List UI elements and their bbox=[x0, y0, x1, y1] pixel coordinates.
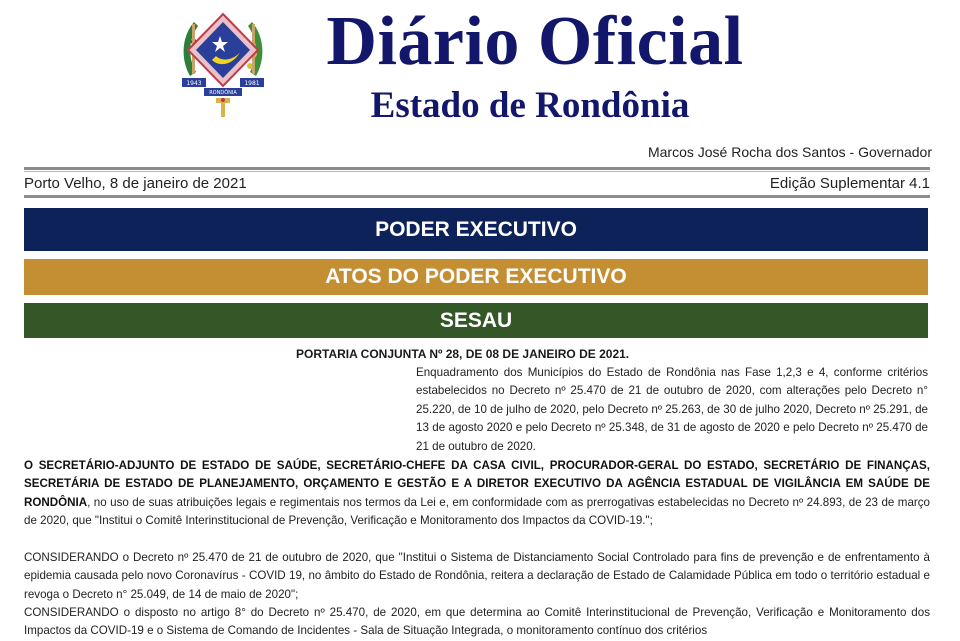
section-banner-sesau: SESAU bbox=[24, 303, 928, 338]
svg-text:1981: 1981 bbox=[244, 80, 260, 87]
considerando-paragraph-2: CONSIDERANDO o disposto no artigo 8° do Decreto nº 25.470, de 2020, em que determina ao Comitê Interinstitucional de Prevenção, Verificação e Monitoramento dos Impactos da COVID-19 e o Sistema de Comando de Incidentes - Sala de Situação Integrada, o monitoramento contínuo dos critérios bbox=[24, 606, 930, 638]
section-banner-poder-executivo: PODER EXECUTIVO bbox=[24, 208, 928, 251]
publication-subtitle: Estado de Rondônia bbox=[370, 85, 690, 126]
header-divider-top bbox=[24, 167, 930, 170]
publication-title: Diário Oficial bbox=[326, 3, 744, 80]
masthead bbox=[0, 0, 960, 160]
state-coat-of-arms-icon bbox=[176, 6, 270, 118]
dateline bbox=[24, 175, 930, 192]
portaria-ementa: Enquadramento dos Municípios do Estado de Rondônia nas Fase 1,2,3 e 4, conforme critérios estabelecidos no Decreto nº 25.470 de 21 de outubro de 2020, com alterações pelo Decreto n° 25.220, de 10 de julho de 2020, pelo Decreto nº 25.263, de 30 de julho 2020, Decreto nº 25.291, de 13 de agosto 2020 e pelo Decreto nº 25.348, de 31 de agosto de 2020 e pelo Decreto nº 25.470 de 21 de outubro de 2020. bbox=[416, 366, 928, 453]
header-divider-top-thin bbox=[24, 171, 930, 172]
portaria-title: PORTARIA CONJUNTA Nº 28, DE 08 DE JANEIRO DE 2021. bbox=[296, 347, 630, 361]
preamble-text: , no uso de suas atribuições legais e regimentais nos termos da Lei e, em conformidade com as prerrogativas estabelecidas no Decreto nº 24.893, de 23 de março de 2020, que "Institui o Comitê Interinstitucional de Prevenção, Verificação e Monitoramento dos Impactos da COVID-19."; bbox=[24, 495, 930, 528]
preamble-authorities: O SECRETÁRIO-ADJUNTO DE ESTADO DE SAÚDE, SECRETÁRIO-CHEFE DA CASA CIVIL, PROCURADOR-GERAL DO ESTADO, SECRETÁRIO DE FINANÇAS, SECRETÁRIA DE ESTADO DE PLANEJAMENTO, ORÇAMENTO E GESTÃO E A DIRETOR EXECUTIVO DA AGÊNCIA ESTADUAL DE VIGILÂNCIA EM SAÚDE DE RONDÔNIA bbox=[24, 459, 930, 509]
header-divider-bottom bbox=[24, 195, 930, 198]
preamble-paragraph bbox=[24, 457, 930, 531]
edition-label: Edição Suplementar 4.1 bbox=[769, 175, 930, 192]
considerando-paragraph-1: CONSIDERANDO o Decreto nº 25.470 de 21 de outubro de 2020, que "Institui o Sistema de Distanciamento Social Controlado para fins de prevenção e de enfrentamento à epidemia causada pelo novo Coronavírus - COVID 19, no âmbito do Estado de Rondônia, reitera a declaração de Estado de Calamidade Pública em todo o território estadual e revoga o Decreto n° 25.049, de 14 de maio de 2020"; bbox=[24, 551, 930, 601]
place-date: Porto Velho, 8 de janeiro de 2021 bbox=[24, 175, 247, 192]
svg-text:RONDÔNIA: RONDÔNIA bbox=[209, 90, 237, 96]
governor-name: Marcos José Rocha dos Santos - Governador bbox=[647, 144, 932, 160]
section-banner-atos-do-poder-executivo: ATOS DO PODER EXECUTIVO bbox=[24, 259, 928, 295]
svg-text:1943: 1943 bbox=[186, 80, 202, 87]
